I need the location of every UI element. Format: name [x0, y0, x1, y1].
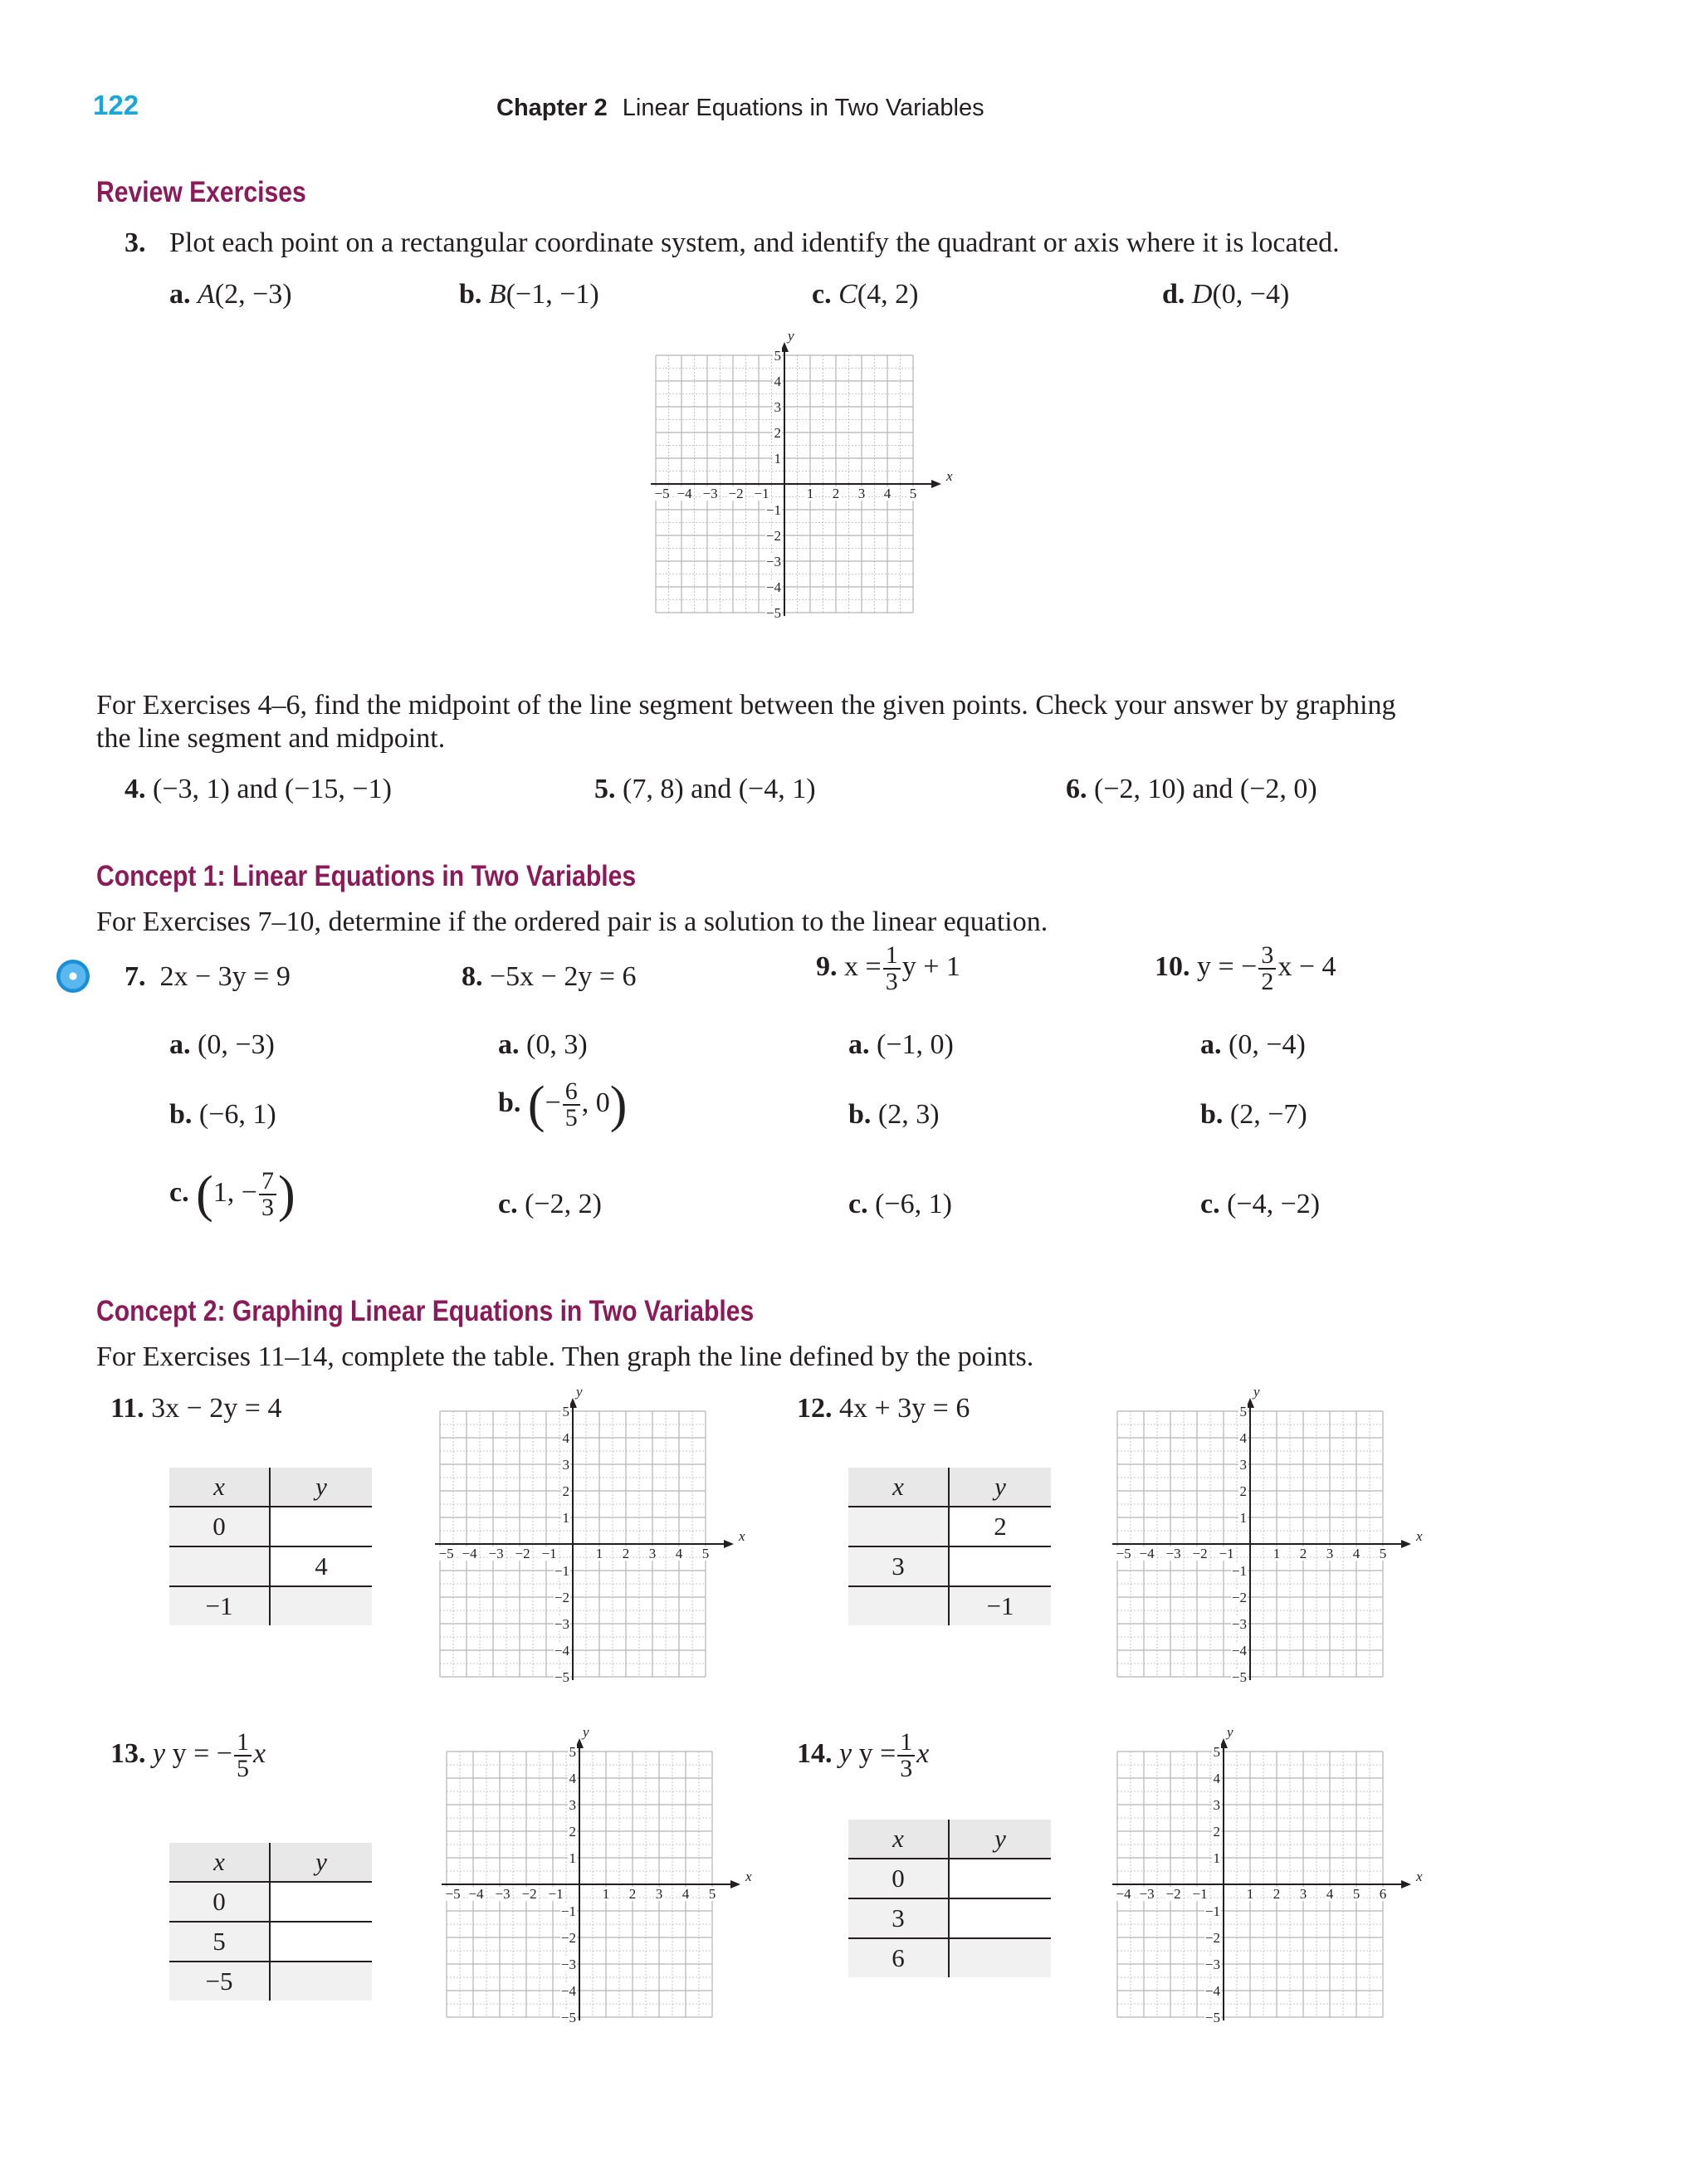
ex10-part-c: c. (−4, −2)	[1200, 1189, 1321, 1219]
tick-label: −4	[1139, 1546, 1155, 1561]
ex3-part-d: d. D(0, −4)	[1162, 279, 1290, 310]
ex7-part-a: a. (0, −3)	[169, 1029, 275, 1060]
tick-label: −3	[765, 554, 781, 569]
table-ex11	[169, 1468, 372, 1625]
tick-label: 2	[1213, 1824, 1220, 1840]
coordinate-grid-ex11[interactable]	[432, 1384, 745, 1697]
tick-label: 3	[774, 399, 781, 415]
y-axis-label: y	[788, 328, 794, 344]
tick-label: −2	[1204, 1930, 1220, 1946]
page-number: 122	[93, 90, 139, 120]
running-head	[496, 95, 984, 122]
tick-label: −5	[445, 1886, 461, 1902]
ex8-part-a: a. (0, 3)	[498, 1029, 588, 1060]
tick-label: 1	[774, 451, 781, 467]
tick-label: −4	[1231, 1643, 1247, 1659]
tick-label: −4	[1204, 1983, 1220, 1999]
tick-label: −2	[521, 1886, 537, 1902]
tick-label: 2	[628, 1886, 637, 1902]
tick-label: −3	[554, 1616, 569, 1632]
tick-label: 1	[602, 1886, 610, 1902]
table-header-y: y	[949, 1468, 1051, 1507]
tick-label: 1	[1273, 1546, 1281, 1561]
tick-label: −3	[1204, 1957, 1220, 1972]
tick-label: −2	[765, 528, 781, 544]
exercise-10-equation: 10. y = − $\frac{3}{2}$ x − 4	[1155, 941, 1336, 995]
ex9-part-b: b. (2, 3)	[848, 1099, 940, 1130]
tick-label: 4	[1239, 1430, 1247, 1446]
tick-label: 5	[1213, 1744, 1220, 1760]
tick-label: 5	[569, 1744, 576, 1760]
tick-label: 5	[708, 1886, 716, 1902]
table-header-y: y	[270, 1843, 372, 1882]
tick-label: 4	[883, 486, 892, 501]
tick-label: −3	[1139, 1886, 1155, 1902]
y-axis-label: y	[583, 1724, 589, 1740]
tick-label: −1	[1204, 1903, 1220, 1919]
cd-media-icon[interactable]	[56, 960, 90, 993]
coordinate-grid-ex13[interactable]	[438, 1724, 752, 2037]
ex3-part-c: c. C(4, 2)	[812, 279, 919, 310]
concept-2-instructions: For Exercises 11–14, complete the table. Then graph the line defined by the points.	[96, 1341, 1034, 1372]
tick-label: −5	[1231, 1669, 1247, 1685]
tick-label: 4	[562, 1430, 569, 1446]
tick-label: −5	[1204, 2010, 1220, 2025]
chapter-title: Linear Equations in Two Variables	[622, 95, 984, 121]
tick-label: −1	[541, 1546, 557, 1561]
section-heading-review: Review Exercises	[96, 176, 306, 208]
tick-label: −2	[560, 1930, 576, 1946]
x-axis-label: x	[745, 1869, 752, 1884]
table-row: 4	[169, 1546, 372, 1586]
tick-label: −5	[554, 1669, 569, 1685]
coordinate-grid-ex3[interactable]	[647, 328, 953, 633]
ex9-part-c: c. (−6, 1)	[848, 1189, 952, 1219]
tick-label: 2	[774, 425, 781, 441]
concept-1-instructions: For Exercises 7–10, determine if the ordered pair is a solution to the linear equation.	[96, 906, 1048, 937]
table-row: 2	[848, 1507, 1051, 1546]
y-axis-label: y	[1253, 1384, 1260, 1400]
ex8-part-c: c. (−2, 2)	[498, 1189, 602, 1219]
exercise-3-instruction: Plot each point on a rectangular coordinate system, and identify the quadrant or axis where it is located.	[169, 227, 1340, 258]
tick-label: −1	[548, 1886, 564, 1902]
ex9-part-a: a. (−1, 0)	[848, 1029, 954, 1060]
ex3-part-a: a. A(2, −3)	[169, 279, 292, 310]
ex8-part-b: b. (− $\frac{6}{5}$ , 0)	[498, 1077, 628, 1133]
tick-label: 5	[909, 486, 917, 501]
chapter-label: Chapter 2	[496, 95, 608, 121]
tick-label: −5	[438, 1546, 454, 1561]
ex3-part-b: b. B(−1, −1)	[459, 279, 599, 310]
tick-label: 4	[1352, 1546, 1360, 1561]
table-row: 6	[848, 1938, 1051, 1977]
table-row: 3	[848, 1546, 1051, 1586]
table-header-x: x	[169, 1468, 270, 1507]
exercise-14-equation: 14. y y = $\frac{1}{3}$ x	[797, 1728, 930, 1782]
tick-label: 4	[681, 1886, 690, 1902]
tick-label: 1	[806, 486, 814, 501]
table-ex13	[169, 1843, 372, 2001]
y-axis-label: y	[1227, 1724, 1233, 1740]
tick-label: 5	[701, 1546, 710, 1561]
ex10-part-a: a. (0, −4)	[1200, 1029, 1306, 1060]
tick-label: −4	[1116, 1886, 1131, 1902]
exercise-3-number: 3.	[125, 227, 146, 258]
tick-label: −2	[554, 1590, 569, 1605]
tick-label: 1	[1246, 1886, 1254, 1902]
tick-label: −2	[1231, 1590, 1247, 1605]
tick-label: −3	[1165, 1546, 1181, 1561]
exercise-13-equation: 13. y y = − $\frac{1}{5}$ x	[110, 1728, 266, 1782]
tick-label: 4	[774, 374, 781, 389]
ex7-part-c: c. (1, − $\frac{7}{3}$ )	[169, 1166, 296, 1223]
x-axis-label: x	[1416, 1528, 1423, 1544]
midpoint-instructions: For Exercises 4–6, find the midpoint of the line segment between the given points. Check your answer by graphing the line segment and midpoint.	[96, 690, 1396, 754]
tick-label: 3	[857, 486, 866, 501]
exercise-5: 5. (7, 8) and (−4, 1)	[594, 774, 816, 804]
tick-label: −5	[1116, 1546, 1131, 1561]
exercise-8-equation: 8. −5x − 2y = 6	[462, 961, 637, 992]
tick-label: 3	[562, 1457, 569, 1473]
tick-label: 1	[569, 1850, 576, 1866]
tick-label: −3	[560, 1957, 576, 1972]
table-row: 5	[169, 1922, 372, 1962]
table-header-x: x	[848, 1468, 949, 1507]
exercise-6: 6. (−2, 10) and (−2, 0)	[1066, 774, 1317, 804]
tick-label: −1	[1219, 1546, 1234, 1561]
tick-label: −1	[754, 486, 769, 501]
exercise-12-equation: 12. 4x + 3y = 6	[797, 1393, 970, 1424]
tick-label: −3	[488, 1546, 504, 1561]
tick-label: 3	[1213, 1797, 1220, 1813]
tick-label: 2	[832, 486, 840, 501]
tick-label: 3	[648, 1546, 657, 1561]
tick-label: −4	[468, 1886, 484, 1902]
tick-label: 4	[675, 1546, 683, 1561]
section-heading-concept-2: Concept 2: Graphing Linear Equations in Two Variables	[96, 1295, 755, 1327]
tick-label: 5	[562, 1404, 569, 1419]
tick-label: −5	[765, 605, 781, 621]
tick-label: 2	[1273, 1886, 1281, 1902]
tick-label: 6	[1379, 1886, 1387, 1902]
tick-label: −1	[560, 1903, 576, 1919]
table-ex12	[848, 1468, 1051, 1625]
table-header-x: x	[848, 1820, 949, 1859]
tick-label: 2	[622, 1546, 630, 1561]
tick-label: 3	[1239, 1457, 1247, 1473]
tick-label: 2	[562, 1483, 569, 1499]
tick-label: −4	[560, 1983, 576, 1999]
tick-label: 5	[1379, 1546, 1387, 1561]
x-axis-label: x	[1416, 1869, 1423, 1884]
exercise-7-equation: 7. 2x − 3y = 9	[125, 961, 291, 992]
tick-label: 1	[595, 1546, 603, 1561]
tick-label: −2	[515, 1546, 530, 1561]
tick-label: 4	[569, 1771, 576, 1786]
table-row: 0	[169, 1507, 372, 1546]
table-row: 0	[848, 1859, 1051, 1898]
tick-label: 5	[1352, 1886, 1360, 1902]
tick-label: −1	[554, 1563, 569, 1579]
tick-label: −2	[728, 486, 744, 501]
table-header-x: x	[169, 1843, 270, 1882]
tick-label: 2	[1239, 1483, 1247, 1499]
table-row: −1	[848, 1586, 1051, 1625]
tick-label: 1	[1213, 1850, 1220, 1866]
tick-label: 3	[569, 1797, 576, 1813]
coordinate-grid-ex14[interactable]	[1109, 1724, 1423, 2037]
tick-label: 3	[1326, 1546, 1334, 1561]
coordinate-grid-ex12[interactable]	[1109, 1384, 1423, 1697]
x-axis-label: x	[946, 468, 953, 484]
tick-label: 3	[1299, 1886, 1307, 1902]
tick-label: −1	[1231, 1563, 1247, 1579]
tick-label: 3	[655, 1886, 663, 1902]
table-header-y: y	[949, 1820, 1051, 1859]
tick-label: 1	[1239, 1510, 1247, 1526]
table-row: −5	[169, 1962, 372, 2001]
tick-label: 2	[569, 1824, 576, 1840]
table-row: 0	[169, 1882, 372, 1922]
exercise-11-equation: 11. 3x − 2y = 4	[110, 1393, 282, 1424]
tick-label: −3	[702, 486, 718, 501]
tick-label: −3	[1231, 1616, 1247, 1632]
tick-label: 5	[774, 348, 781, 364]
tick-label: −1	[765, 502, 781, 518]
tick-label: −4	[677, 486, 692, 501]
tick-label: −5	[654, 486, 670, 501]
tick-label: 1	[562, 1510, 569, 1526]
tick-label: −5	[560, 2010, 576, 2025]
tick-label: −3	[495, 1886, 510, 1902]
table-row: −1	[169, 1586, 372, 1625]
tick-label: −4	[554, 1643, 569, 1659]
y-axis-label: y	[576, 1384, 583, 1400]
exercise-9-equation: 9. x = $\frac{1}{3}$ y + 1	[816, 941, 960, 995]
tick-label: −2	[1192, 1546, 1208, 1561]
tick-label: −1	[1192, 1886, 1208, 1902]
exercise-4: 4. (−3, 1) and (−15, −1)	[125, 774, 392, 804]
tick-label: −4	[765, 579, 781, 595]
tick-label: 4	[1213, 1771, 1220, 1786]
tick-label: −2	[1165, 1886, 1181, 1902]
ex7-part-b: b. (−6, 1)	[169, 1099, 276, 1130]
section-heading-concept-1: Concept 1: Linear Equations in Two Variables	[96, 860, 637, 892]
table-ex14	[848, 1820, 1051, 1977]
x-axis-label: x	[739, 1528, 745, 1544]
ex10-part-b: b. (2, −7)	[1200, 1099, 1307, 1130]
tick-label: 2	[1299, 1546, 1307, 1561]
table-header-y: y	[270, 1468, 372, 1507]
tick-label: 4	[1326, 1886, 1334, 1902]
tick-label: −4	[462, 1546, 477, 1561]
table-row: 3	[848, 1898, 1051, 1938]
tick-label: 5	[1239, 1404, 1247, 1419]
